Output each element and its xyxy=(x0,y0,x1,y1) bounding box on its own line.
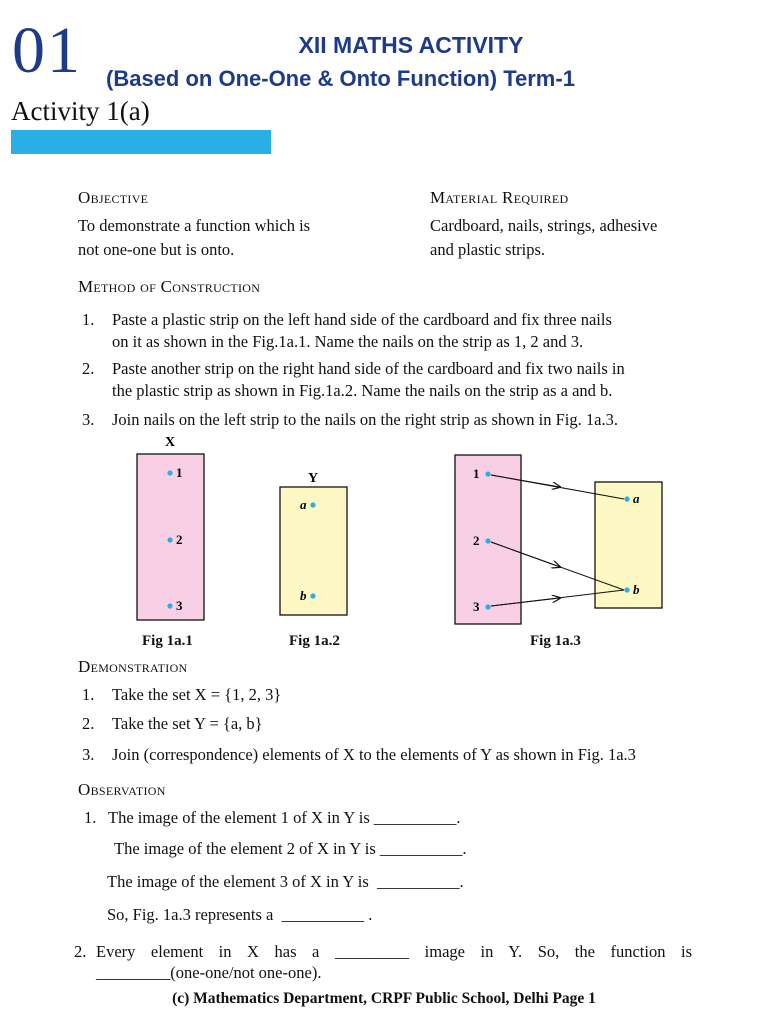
material-heading: Material Required xyxy=(430,188,569,207)
x-point-label: 1 xyxy=(176,465,183,480)
objective-text-line1: To demonstrate a function which is xyxy=(78,216,311,235)
method-item xyxy=(82,309,762,355)
material-text-line1: Cardboard, nails, strings, adhesive xyxy=(430,216,658,235)
nail-point xyxy=(167,603,172,608)
activity-heading: Activity 1(a) xyxy=(11,96,150,126)
demonstration-item xyxy=(82,684,762,708)
demonstration-item-number: 3. xyxy=(82,745,95,764)
set-y-label: Y xyxy=(307,471,319,486)
nail-point xyxy=(310,502,315,507)
observation-line: The image of the element 1 of X in Y is __________. xyxy=(108,808,461,827)
x-point-label: 1 xyxy=(473,466,480,481)
observation-heading: Observation xyxy=(78,780,166,799)
demonstration-item xyxy=(82,744,762,768)
observation-line: The image of the element 2 of X in Y is __________. xyxy=(114,839,467,858)
observation-line: The image of the element 3 of X in Y is __________. xyxy=(107,872,464,891)
objective-heading: Objective xyxy=(78,188,149,207)
nail-point xyxy=(485,471,490,476)
nail-point xyxy=(624,587,629,592)
figure-caption: Fig 1a.2 xyxy=(289,633,340,649)
method-item-number: 1. xyxy=(82,310,95,329)
demonstration-item-text: Take the set Y = {a, b} xyxy=(112,714,263,733)
nail-point xyxy=(167,470,172,475)
demonstration-item-text: Join (correspondence) elements of X to the elements of Y as shown in Fig. 1a.3 xyxy=(112,745,636,764)
x-point-label: 3 xyxy=(473,599,480,614)
material-text-line2: and plastic strips. xyxy=(430,240,546,259)
nail-point xyxy=(310,593,315,598)
method-heading: Method of Construction xyxy=(78,277,261,296)
method-item-text: on it as shown in the Fig.1a.1. Name the nails on the strip as 1, 2 and 3. xyxy=(112,332,584,351)
x-point-label: 2 xyxy=(176,532,183,547)
method-item-text: Join nails on the left strip to the nails on the right strip as shown in Fig. 1a.3. xyxy=(112,410,618,429)
observation-number: 1. xyxy=(84,808,97,827)
page-footer: (c) Mathematics Department, CRPF Public School, Delhi Page 1 xyxy=(172,990,596,1007)
figure-caption: Fig 1a.1 xyxy=(142,633,193,649)
observation-line: _________(one-one/not one-one). xyxy=(96,963,322,982)
chapter-number: 01 xyxy=(12,14,82,87)
y-point-label: b xyxy=(300,588,307,603)
demonstration-item-number: 1. xyxy=(82,685,95,704)
method-item-number: 2. xyxy=(82,359,95,378)
set-x-label: X xyxy=(164,435,176,450)
y-point-label: a xyxy=(300,497,307,512)
observation-line: Every element in X has a _________ image in Y. So, the function is xyxy=(96,942,692,961)
function-figures xyxy=(0,430,768,655)
accent-bar xyxy=(11,130,271,154)
nail-point xyxy=(624,496,629,501)
x-point-label: 3 xyxy=(176,598,183,613)
x-point-label: 2 xyxy=(473,533,480,548)
method-item-text: Paste another strip on the right hand side of the cardboard and fix two nails in xyxy=(112,359,625,378)
set-x-strip xyxy=(137,454,204,620)
nail-point xyxy=(485,604,490,609)
y-point-label: a xyxy=(633,491,640,506)
demonstration-item xyxy=(82,713,762,737)
method-item-number: 3. xyxy=(82,410,95,429)
method-item xyxy=(82,358,762,404)
observation-line: So, Fig. 1a.3 represents a __________ . xyxy=(107,905,373,924)
nail-point xyxy=(485,538,490,543)
nail-point xyxy=(167,537,172,542)
page-title: XII MATHS ACTIVITY xyxy=(298,32,524,58)
page-subtitle: (Based on One-One & Onto Function) Term-1 xyxy=(106,66,575,91)
objective-text-line2: not one-one but is onto. xyxy=(78,240,235,259)
demonstration-heading: Demonstration xyxy=(78,657,188,676)
method-item-text: the plastic strip as shown in Fig.1a.2. Name the nails on the strip as a and b. xyxy=(112,381,613,400)
y-point-label: b xyxy=(633,582,640,597)
method-item-text: Paste a plastic strip on the left hand side of the cardboard and fix three nails xyxy=(112,310,612,329)
demonstration-item-number: 2. xyxy=(82,714,95,733)
demonstration-item-text: Take the set X = {1, 2, 3} xyxy=(112,685,282,704)
figure-caption: Fig 1a.3 xyxy=(530,633,581,649)
observation-number: 2. xyxy=(74,942,87,961)
